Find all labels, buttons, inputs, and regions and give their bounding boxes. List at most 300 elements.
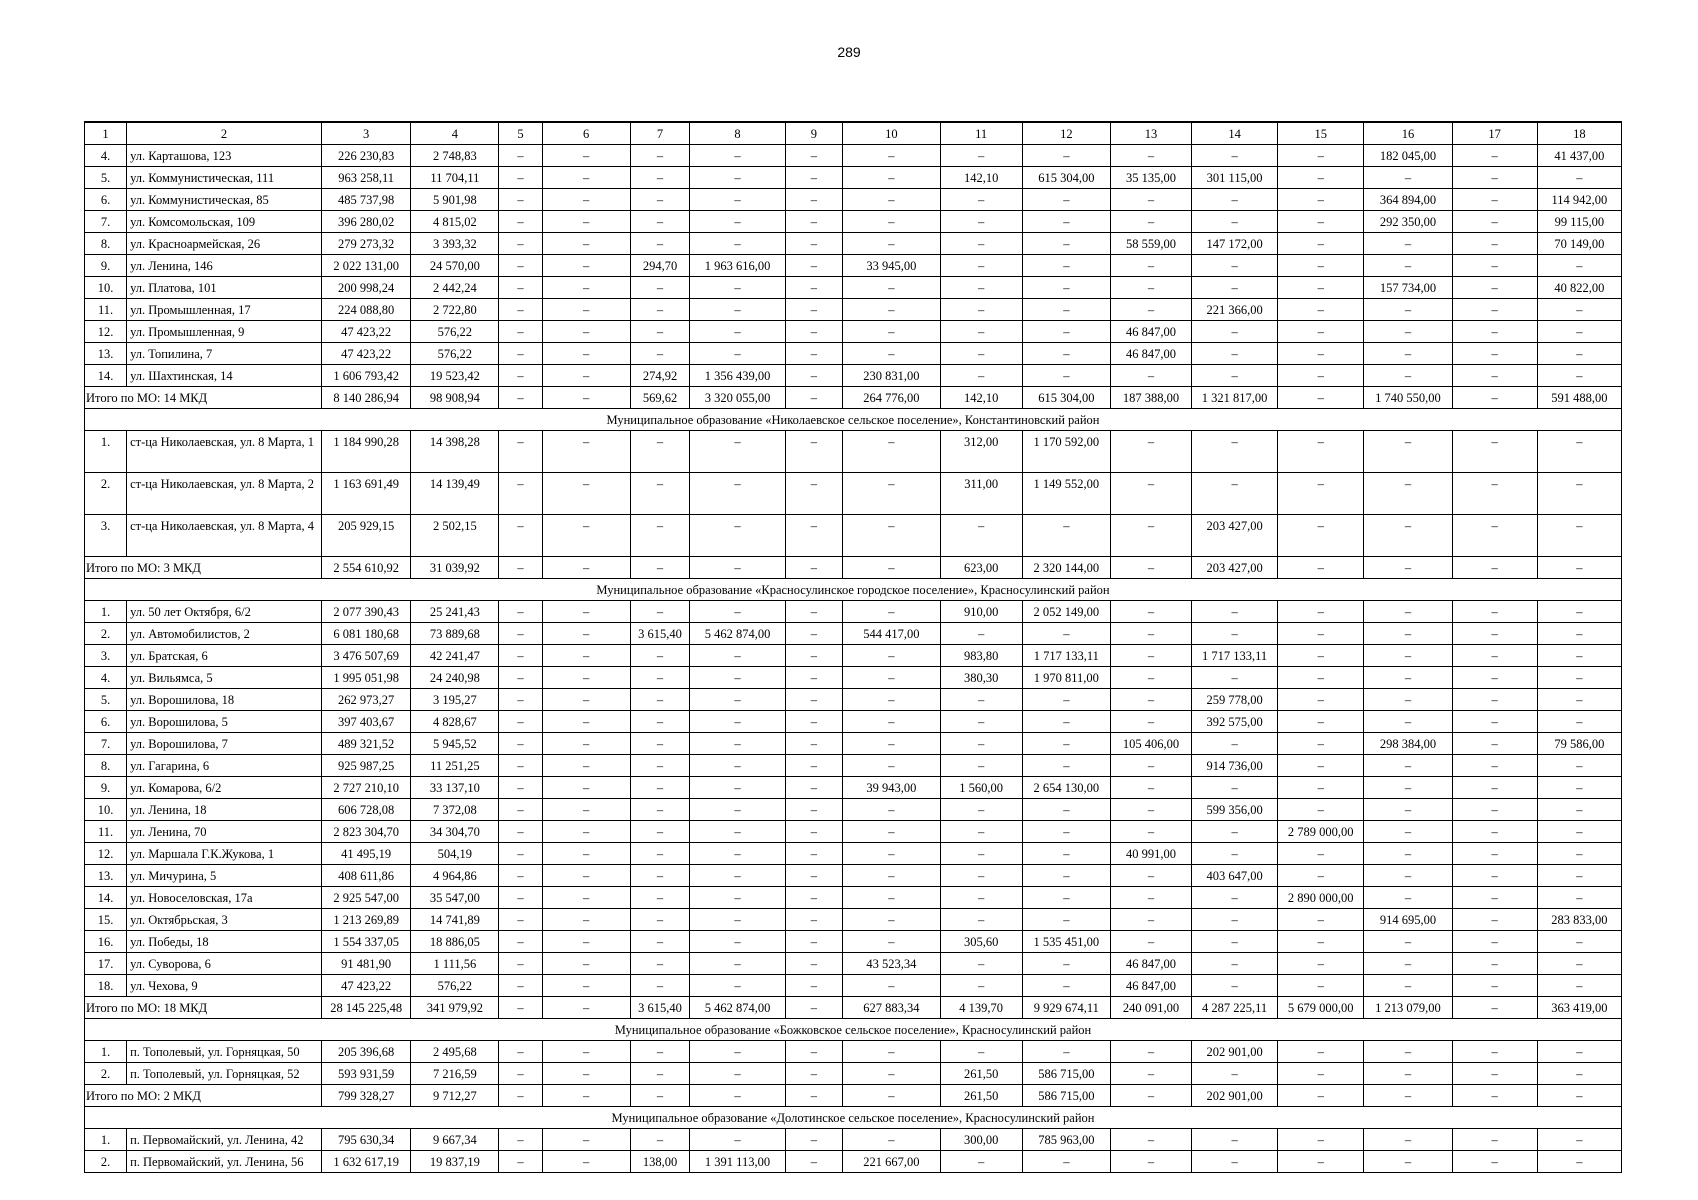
total-value-cell: – <box>1537 557 1621 579</box>
address: ул. Суворова, 6 <box>127 953 322 975</box>
total-value-cell: – <box>785 997 842 1019</box>
value-cell: – <box>690 1041 785 1063</box>
value-cell: – <box>1452 167 1537 189</box>
table-row <box>85 667 1622 689</box>
value-cell: – <box>630 799 690 821</box>
total-value-cell: – <box>1278 387 1364 409</box>
total-value-cell: – <box>1110 1085 1191 1107</box>
value-cell: – <box>1110 777 1191 799</box>
value-cell: – <box>542 865 630 887</box>
value-cell: – <box>1191 1063 1277 1085</box>
value-cell: – <box>1022 145 1110 167</box>
value-cell: – <box>1110 645 1191 667</box>
value-cell: – <box>499 843 542 865</box>
value-cell: – <box>542 277 630 299</box>
value-cell: – <box>785 755 842 777</box>
value-cell: – <box>1364 821 1452 843</box>
value-cell: – <box>1452 755 1537 777</box>
total-value-cell: – <box>1278 1085 1364 1107</box>
value-cell: – <box>542 755 630 777</box>
value-cell: 203 427,00 <box>1191 515 1277 557</box>
value-cell: – <box>499 777 542 799</box>
value-cell: – <box>1191 623 1277 645</box>
value-cell: 2 748,83 <box>411 145 499 167</box>
value-cell: – <box>1110 865 1191 887</box>
value-cell: – <box>630 431 690 473</box>
total-value-cell: 187 388,00 <box>1110 387 1191 409</box>
value-cell: – <box>1537 1129 1621 1151</box>
address: ул. Шахтинская, 14 <box>127 365 322 387</box>
column-number-cell: 6 <box>542 122 630 145</box>
value-cell: – <box>630 1129 690 1151</box>
value-cell: – <box>499 211 542 233</box>
value-cell: – <box>1278 909 1364 931</box>
value-cell: 70 149,00 <box>1537 233 1621 255</box>
value-cell: 4 828,67 <box>411 711 499 733</box>
value-cell: – <box>1191 189 1277 211</box>
value-cell: – <box>940 909 1022 931</box>
row-number: 3. <box>85 515 127 557</box>
value-cell: – <box>630 233 690 255</box>
value-cell: – <box>499 953 542 975</box>
value-cell: – <box>785 343 842 365</box>
value-cell: – <box>690 1063 785 1085</box>
value-cell: 6 081 180,68 <box>322 623 411 645</box>
value-cell: – <box>843 887 940 909</box>
value-cell: – <box>690 821 785 843</box>
total-value-cell: – <box>843 1085 940 1107</box>
value-cell: – <box>690 145 785 167</box>
value-cell: 294,70 <box>630 255 690 277</box>
value-cell: – <box>1110 145 1191 167</box>
value-cell: – <box>630 975 690 997</box>
value-cell: 224 088,80 <box>322 299 411 321</box>
address: ул. Ленина, 18 <box>127 799 322 821</box>
value-cell: – <box>1191 931 1277 953</box>
value-cell: – <box>499 821 542 843</box>
value-cell: – <box>630 473 690 515</box>
value-cell: 40 822,00 <box>1537 277 1621 299</box>
value-cell: – <box>843 689 940 711</box>
total-row <box>85 557 1622 579</box>
section-title: Муниципальное образование «Красносулинское городское поселение», Красносулинский район <box>85 579 1622 601</box>
address: п. Первомайский, ул. Ленина, 42 <box>127 1129 322 1151</box>
value-cell: 25 241,43 <box>411 601 499 623</box>
value-cell: – <box>690 211 785 233</box>
value-cell: – <box>1278 211 1364 233</box>
total-value-cell: 591 488,00 <box>1537 387 1621 409</box>
value-cell: – <box>1191 667 1277 689</box>
address: ул. Автомобилистов, 2 <box>127 623 322 645</box>
value-cell: – <box>630 299 690 321</box>
value-cell: – <box>1452 1063 1537 1085</box>
value-cell: – <box>940 365 1022 387</box>
row-number: 13. <box>85 865 127 887</box>
value-cell: 283 833,00 <box>1537 909 1621 931</box>
table-row <box>85 167 1622 189</box>
value-cell: 2 890 000,00 <box>1278 887 1364 909</box>
value-cell: – <box>690 667 785 689</box>
value-cell: – <box>499 1151 542 1173</box>
total-label: Итого по МО: 14 МКД <box>85 387 322 409</box>
value-cell: – <box>1191 145 1277 167</box>
value-cell: – <box>630 755 690 777</box>
value-cell: – <box>1537 689 1621 711</box>
value-cell: 24 240,98 <box>411 667 499 689</box>
value-cell: 593 931,59 <box>322 1063 411 1085</box>
value-cell: 2 022 131,00 <box>322 255 411 277</box>
value-cell: – <box>630 887 690 909</box>
total-value-cell: 2 554 610,92 <box>322 557 411 579</box>
value-cell: – <box>1191 321 1277 343</box>
value-cell: – <box>690 755 785 777</box>
table-row <box>85 799 1622 821</box>
value-cell: – <box>630 145 690 167</box>
value-cell: – <box>499 975 542 997</box>
value-cell: – <box>690 909 785 931</box>
value-cell: 19 837,19 <box>411 1151 499 1173</box>
value-cell: – <box>1110 365 1191 387</box>
value-cell: – <box>1022 865 1110 887</box>
value-cell: – <box>1364 953 1452 975</box>
value-cell: – <box>1452 601 1537 623</box>
total-value-cell: 9 929 674,11 <box>1022 997 1110 1019</box>
value-cell: – <box>1452 343 1537 365</box>
address: ул. Новоселовская, 17а <box>127 887 322 909</box>
value-cell: 2 077 390,43 <box>322 601 411 623</box>
total-value-cell: – <box>630 557 690 579</box>
value-cell: 1 560,00 <box>940 777 1022 799</box>
address: ул. Вильямса, 5 <box>127 667 322 689</box>
column-number-cell: 3 <box>322 122 411 145</box>
value-cell: – <box>1191 975 1277 997</box>
total-label: Итого по МО: 2 МКД <box>85 1085 322 1107</box>
value-cell: – <box>542 843 630 865</box>
value-cell: 606 728,08 <box>322 799 411 821</box>
value-cell: – <box>1452 975 1537 997</box>
total-value-cell: – <box>542 557 630 579</box>
value-cell: – <box>843 167 940 189</box>
row-number: 12. <box>85 843 127 865</box>
value-cell: – <box>1452 953 1537 975</box>
value-cell: 983,80 <box>940 645 1022 667</box>
value-cell: – <box>843 799 940 821</box>
address: ул. Ворошилова, 7 <box>127 733 322 755</box>
total-value-cell: 5 462 874,00 <box>690 997 785 1019</box>
total-value-cell: – <box>1452 557 1537 579</box>
value-cell: – <box>1110 909 1191 931</box>
value-cell: 504,19 <box>411 843 499 865</box>
value-cell: – <box>843 843 940 865</box>
value-cell: – <box>1191 821 1277 843</box>
value-cell: – <box>499 1063 542 1085</box>
value-cell: – <box>690 321 785 343</box>
value-cell: – <box>843 667 940 689</box>
value-cell: 33 137,10 <box>411 777 499 799</box>
value-cell: – <box>1537 777 1621 799</box>
value-cell: – <box>940 1151 1022 1173</box>
value-cell: 1 356 439,00 <box>690 365 785 387</box>
value-cell: 11 251,25 <box>411 755 499 777</box>
row-number: 3. <box>85 645 127 667</box>
value-cell: – <box>843 645 940 667</box>
value-cell: – <box>1022 953 1110 975</box>
row-number: 2. <box>85 1151 127 1173</box>
total-value-cell: – <box>1278 557 1364 579</box>
total-value-cell: – <box>499 997 542 1019</box>
row-number: 2. <box>85 473 127 515</box>
value-cell: – <box>630 343 690 365</box>
total-value-cell: 202 901,00 <box>1191 1085 1277 1107</box>
value-cell: 392 575,00 <box>1191 711 1277 733</box>
value-cell: – <box>690 645 785 667</box>
row-number: 2. <box>85 1063 127 1085</box>
value-cell: – <box>843 733 940 755</box>
value-cell: – <box>1022 255 1110 277</box>
value-cell: – <box>1191 601 1277 623</box>
value-cell: – <box>630 645 690 667</box>
table-row <box>85 255 1622 277</box>
table-row <box>85 473 1622 515</box>
value-cell: – <box>1364 623 1452 645</box>
value-cell: – <box>843 515 940 557</box>
row-number: 10. <box>85 799 127 821</box>
value-cell: – <box>1278 167 1364 189</box>
total-value-cell: – <box>1110 557 1191 579</box>
value-cell: – <box>1022 233 1110 255</box>
address: п. Тополевый, ул. Горняцкая, 50 <box>127 1041 322 1063</box>
value-cell: 41 495,19 <box>322 843 411 865</box>
value-cell: – <box>1364 843 1452 865</box>
value-cell: 35 547,00 <box>411 887 499 909</box>
value-cell: 396 280,02 <box>322 211 411 233</box>
value-cell: – <box>1278 843 1364 865</box>
value-cell: 19 523,42 <box>411 365 499 387</box>
value-cell: 274,92 <box>630 365 690 387</box>
value-cell: – <box>1022 975 1110 997</box>
value-cell: – <box>630 1063 690 1085</box>
value-cell: – <box>542 645 630 667</box>
value-cell: – <box>1537 601 1621 623</box>
value-cell: – <box>1278 1063 1364 1085</box>
value-cell: – <box>542 1151 630 1173</box>
value-cell: – <box>1191 843 1277 865</box>
value-cell: – <box>1191 431 1277 473</box>
value-cell: – <box>785 711 842 733</box>
value-cell: – <box>785 189 842 211</box>
value-cell: – <box>1452 887 1537 909</box>
value-cell: – <box>785 909 842 931</box>
value-cell: – <box>499 431 542 473</box>
value-cell: 1 163 691,49 <box>322 473 411 515</box>
value-cell: 46 847,00 <box>1110 975 1191 997</box>
value-cell: – <box>630 909 690 931</box>
value-cell: 1 717 133,11 <box>1022 645 1110 667</box>
value-cell: – <box>1110 623 1191 645</box>
value-cell: – <box>1110 799 1191 821</box>
value-cell: – <box>630 931 690 953</box>
table-row <box>85 1151 1622 1173</box>
total-value-cell: 3 320 055,00 <box>690 387 785 409</box>
value-cell: 261,50 <box>940 1063 1022 1085</box>
total-value-cell: – <box>1364 1085 1452 1107</box>
value-cell: – <box>1537 299 1621 321</box>
total-value-cell: 569,62 <box>630 387 690 409</box>
value-cell: – <box>1110 931 1191 953</box>
value-cell: – <box>690 167 785 189</box>
total-value-cell: 363 419,00 <box>1537 997 1621 1019</box>
value-cell: – <box>785 843 842 865</box>
value-cell: – <box>1278 953 1364 975</box>
table-row <box>85 321 1622 343</box>
value-cell: – <box>843 431 940 473</box>
total-value-cell: – <box>630 1085 690 1107</box>
address: ул. Топилина, 7 <box>127 343 322 365</box>
total-value-cell: 615 304,00 <box>1022 387 1110 409</box>
value-cell: – <box>542 777 630 799</box>
value-cell: – <box>1537 821 1621 843</box>
value-cell: – <box>785 145 842 167</box>
total-value-cell: – <box>785 387 842 409</box>
value-cell: 1 606 793,42 <box>322 365 411 387</box>
value-cell: – <box>843 211 940 233</box>
table-row <box>85 1063 1622 1085</box>
value-cell: – <box>690 799 785 821</box>
value-cell: – <box>1537 645 1621 667</box>
value-cell: – <box>1452 233 1537 255</box>
value-cell: – <box>1022 755 1110 777</box>
value-cell: – <box>542 211 630 233</box>
value-cell: 5 462 874,00 <box>690 623 785 645</box>
total-value-cell: – <box>690 1085 785 1107</box>
total-value-cell: 627 883,34 <box>843 997 940 1019</box>
value-cell: – <box>630 865 690 887</box>
address: ул. Карташова, 123 <box>127 145 322 167</box>
value-cell: – <box>1364 343 1452 365</box>
total-value-cell: – <box>1364 557 1452 579</box>
value-cell: 7 372,08 <box>411 799 499 821</box>
value-cell: – <box>940 711 1022 733</box>
value-cell: – <box>690 953 785 975</box>
value-cell: – <box>1364 755 1452 777</box>
value-cell: – <box>1452 299 1537 321</box>
value-cell: – <box>940 211 1022 233</box>
value-cell: – <box>542 733 630 755</box>
address: ул. Коммунистическая, 111 <box>127 167 322 189</box>
value-cell: – <box>1278 277 1364 299</box>
total-value-cell: 5 679 000,00 <box>1278 997 1364 1019</box>
row-number: 14. <box>85 887 127 909</box>
total-row <box>85 387 1622 409</box>
value-cell: 14 139,49 <box>411 473 499 515</box>
value-cell: – <box>1364 233 1452 255</box>
value-cell: – <box>690 843 785 865</box>
value-cell: 1 170 592,00 <box>1022 431 1110 473</box>
value-cell: – <box>1022 821 1110 843</box>
value-cell: 11 704,11 <box>411 167 499 189</box>
value-cell: – <box>499 515 542 557</box>
value-cell: – <box>499 799 542 821</box>
column-number-cell: 2 <box>127 122 322 145</box>
value-cell: – <box>1110 887 1191 909</box>
value-cell: – <box>690 343 785 365</box>
value-cell: – <box>1452 1151 1537 1173</box>
value-cell: – <box>690 711 785 733</box>
value-cell: – <box>1537 623 1621 645</box>
total-value-cell: 1 321 817,00 <box>1191 387 1277 409</box>
value-cell: – <box>785 733 842 755</box>
table-row <box>85 299 1622 321</box>
value-cell: – <box>1364 667 1452 689</box>
total-value-cell: 3 615,40 <box>630 997 690 1019</box>
value-cell: – <box>630 189 690 211</box>
value-cell: – <box>1110 515 1191 557</box>
value-cell: – <box>1278 601 1364 623</box>
value-cell: 33 945,00 <box>843 255 940 277</box>
value-cell: – <box>940 843 1022 865</box>
value-cell: 182 045,00 <box>1364 145 1452 167</box>
value-cell: – <box>1278 1041 1364 1063</box>
value-cell: – <box>542 601 630 623</box>
value-cell: – <box>1364 887 1452 909</box>
value-cell: 42 241,47 <box>411 645 499 667</box>
value-cell: – <box>1191 343 1277 365</box>
total-value-cell: – <box>1452 997 1537 1019</box>
table-row <box>85 277 1622 299</box>
total-value-cell: – <box>843 557 940 579</box>
column-number-cell: 12 <box>1022 122 1110 145</box>
value-cell: – <box>1452 623 1537 645</box>
value-cell: 292 350,00 <box>1364 211 1452 233</box>
address: ул. Ворошилова, 18 <box>127 689 322 711</box>
row-number: 7. <box>85 211 127 233</box>
value-cell: 914 695,00 <box>1364 909 1452 931</box>
value-cell: 99 115,00 <box>1537 211 1621 233</box>
value-cell: – <box>1452 255 1537 277</box>
value-cell: – <box>785 887 842 909</box>
value-cell: – <box>1364 689 1452 711</box>
value-cell: – <box>499 601 542 623</box>
total-value-cell: 261,50 <box>940 1085 1022 1107</box>
value-cell: – <box>542 473 630 515</box>
value-cell: – <box>690 601 785 623</box>
value-cell: – <box>940 321 1022 343</box>
total-value-cell: – <box>499 557 542 579</box>
register-table <box>84 121 1622 1173</box>
value-cell: 312,00 <box>940 431 1022 473</box>
value-cell: – <box>1364 1063 1452 1085</box>
value-cell: 221 366,00 <box>1191 299 1277 321</box>
value-cell: – <box>499 343 542 365</box>
total-value-cell: – <box>1537 1085 1621 1107</box>
value-cell: – <box>542 515 630 557</box>
value-cell: 576,22 <box>411 321 499 343</box>
column-number-cell: 5 <box>499 122 542 145</box>
value-cell: – <box>1278 777 1364 799</box>
value-cell: – <box>1537 365 1621 387</box>
total-value-cell: 8 140 286,94 <box>322 387 411 409</box>
value-cell: – <box>785 931 842 953</box>
value-cell: – <box>1110 601 1191 623</box>
column-number-cell: 11 <box>940 122 1022 145</box>
value-cell: – <box>690 931 785 953</box>
value-cell: – <box>1278 623 1364 645</box>
value-cell: – <box>690 1129 785 1151</box>
value-cell: 259 778,00 <box>1191 689 1277 711</box>
value-cell: – <box>1452 711 1537 733</box>
table-row <box>85 145 1622 167</box>
value-cell: 2 502,15 <box>411 515 499 557</box>
